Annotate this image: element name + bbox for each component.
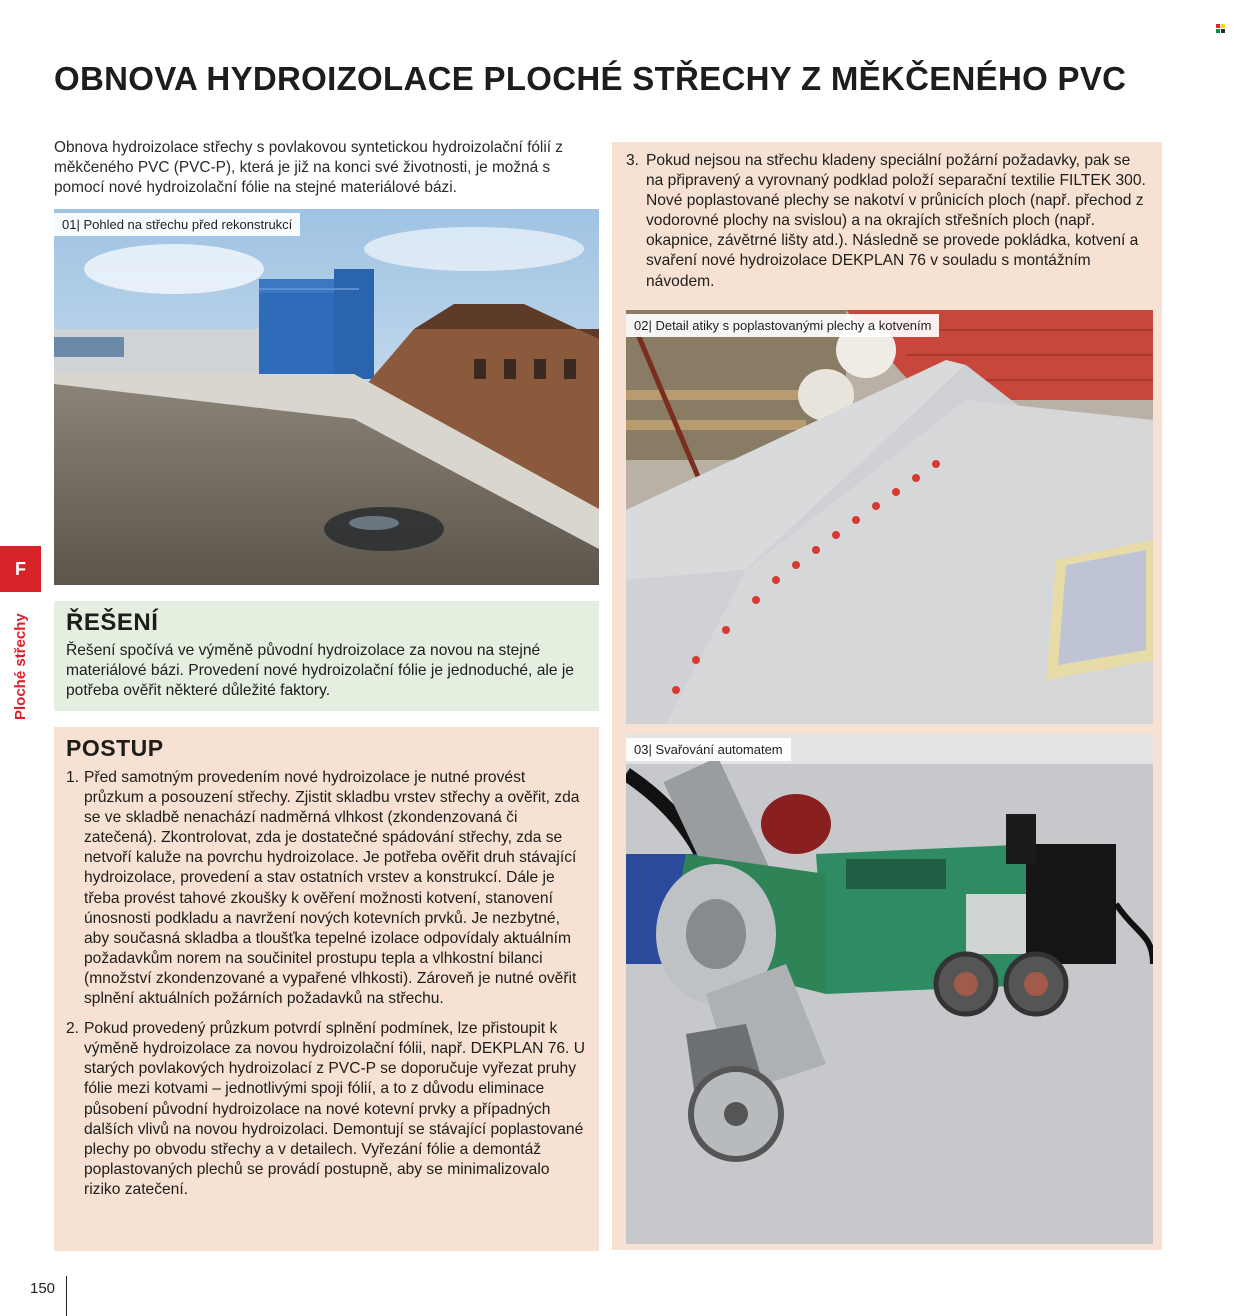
figure-caption-1: 01| Pohled na střechu před rekonstrukcí xyxy=(54,213,300,236)
chapter-tab: F xyxy=(0,546,41,592)
figure-caption-3: 03| Svařování automatem xyxy=(626,738,791,761)
photo-parapet-detail xyxy=(626,310,1153,724)
chapter-label: Ploché střechy xyxy=(12,613,29,720)
procedure-box xyxy=(54,727,599,1251)
procedure-step-2 xyxy=(66,1019,587,1200)
solution-text: Řešení spočívá ve výměně původní hydroizolace za novou na stejné materiálové bázi. Provedení nové hydroizolační fólie je jednoduché, ale je potřeba ověřit některé důležité faktory. xyxy=(66,642,574,699)
step-text: Pokud nejsou na střechu kladeny speciální požární požadavky, pak se na připravený a vyrovnaný podklad položí separační textilie FILTEK 300. Nové poplastované plechy se nakotví v průnicích ploch (např. přechod z vodorovné plochy na svislou) a na okrajích střešních ploch (např. okapnice, závětrné lišty atd.). Následně se provede pokládka, kotvení a svaření nové hydroizolace DEKPLAN 76 v souladu s montážním návodem. xyxy=(646,152,1146,290)
solution-heading: ŘEŠENÍ xyxy=(66,609,159,636)
page-number: 150 xyxy=(30,1280,56,1297)
step-number: 1. xyxy=(66,769,80,786)
solution-box xyxy=(54,601,599,711)
step-text: Před samotným provedením nové hydroizolace je nutné provést průzkum a posouzení střechy. Zjistit skladbu vrstev střechy a ověřit, zda se ve skladbě nenachází nadměrná vlhkost (zkondenzovaná či zatečená). Zkontrolovat, zda je dostatečné spádování střechy, zda se netvoří kaluže na povrchu hydroizolace. Je potřeba ověřit druh stávající hydroizolace, provedení a stav ostatních vrstev a konstrukcí. Dále je třeba provést tahové zkoušky k ověření možnosti kotvení, stanovení únosnosti podkladu a navržení nových kotevních prvků. Je nezbytné, aby současná skladba a tloušťka tepelné izolace odpovídaly aktuálním požadavkům norem na součinitel prostupu tepla a vlhkostní bilanci (množství zkondenzované a vypařené vlhkosti). Zároveň je nutné ověřit splnění aktuálních požárních požadavků na střechu. xyxy=(84,769,580,1008)
photo-welding-machine xyxy=(626,734,1153,1244)
step-text: Pokud provedený průzkum potvrdí splnění podmínek, lze přistoupit k výměně hydroizolace za novou hydroizolační fólii, např. DEKPLAN 76. U starých povlakových hydroizolací z PVC-P se doporučuje vyřezat pruhy fólie mezi kotvami – jednotlivými spoji fólií, a to z důvodu eliminace působení původní hydroizolace na nové kotevní prvky a případných dalších vlivů na novou hydroizolaci. Demontují se stávající poplastované plechy po obvodu střechy a v detailech. Vyřezání fólie a demontáž poplastovaných plechů se provádí postupně, aby se minimalizovalo riziko zatečení. xyxy=(84,1020,585,1198)
step-number: 3. xyxy=(626,152,640,169)
figure-caption-2: 02| Detail atiky s poplastovanými plechy a kotvením xyxy=(626,314,939,337)
photo-roof-before xyxy=(54,209,599,585)
page-title: OBNOVA HYDROIZOLACE PLOCHÉ STŘECHY Z MĚKČENÉHO PVC xyxy=(54,60,1127,97)
page-divider xyxy=(66,1276,67,1316)
procedure-step-1 xyxy=(66,768,587,1009)
publisher-logo xyxy=(1216,24,1226,34)
intro-paragraph: Obnova hydroizolace střechy s povlakovou syntetickou hydroizolační fólií z měkčeného PVC (PVC-P), která je již na konci své životnosti, je možná s pomocí nové hydroizolační fólie na stejné materiálové bázi. xyxy=(54,139,564,196)
step-number: 2. xyxy=(66,1020,80,1038)
procedure-heading: POSTUP xyxy=(66,735,164,761)
procedure-step-3 xyxy=(626,151,1146,292)
